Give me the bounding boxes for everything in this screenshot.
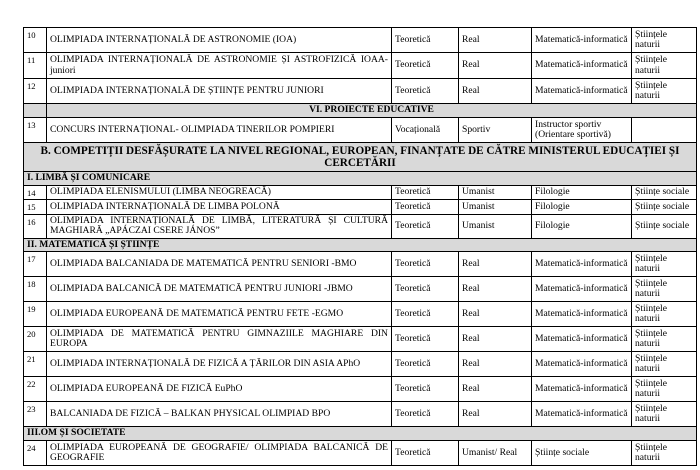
specialization: Matematică-informatică: [532, 327, 632, 352]
table-row: [24, 79, 697, 104]
profile: Umanist: [459, 200, 532, 215]
specialization: Matematică-informatică: [532, 277, 632, 302]
row-number: 17: [24, 252, 47, 277]
table-row: [24, 53, 697, 79]
subsection-header: [24, 427, 697, 441]
subsection-title: II. MATEMATICĂ ȘI ȘTIINȚE: [24, 238, 697, 252]
competition-name: OLIMPIADA INTERNAȚIONALĂ DE FIZICĂ A ȚĂRILOR DIN ASIA APhO: [47, 352, 392, 377]
specialization: Matematică-informatică: [532, 252, 632, 277]
subsection-header: [24, 172, 697, 186]
field: [632, 118, 697, 143]
row-number: 13: [24, 118, 47, 143]
row-number: 23: [24, 402, 47, 427]
profile: Umanist/ Real: [459, 441, 532, 466]
competition-type: Teoretică: [392, 214, 459, 238]
row-number: 24: [24, 441, 47, 466]
subsection-title: I. LIMBĂ ȘI COMUNICARE: [24, 172, 697, 186]
competition-name: OLIMPIADA INTERNAȚIONALĂ DE LIMBA POLONĂ: [47, 200, 392, 215]
row-number: 19: [24, 302, 47, 327]
field: Științele naturii: [632, 53, 697, 79]
profile: Real: [459, 377, 532, 402]
subsection-header: [24, 238, 697, 252]
competition-name: OLIMPIADA EUROPEANĂ DE MATEMATICĂ PENTRU FETE -EGMO: [47, 302, 392, 327]
competition-type: Teoretică: [392, 441, 459, 466]
competition-type: Teoretică: [392, 53, 459, 79]
competition-type: Teoretică: [392, 200, 459, 215]
field: Științe sociale: [632, 185, 697, 200]
profile: Real: [459, 327, 532, 352]
table-row: [24, 277, 697, 302]
profile: Real: [459, 277, 532, 302]
competition-type: Teoretică: [392, 302, 459, 327]
field: Științele naturii: [632, 28, 697, 53]
competition-name: CONCURS INTERNAȚIONAL- OLIMPIADA TINERILOR POMPIERI: [47, 118, 392, 143]
profile: Real: [459, 79, 532, 104]
table-row: [24, 252, 697, 277]
profile: Umanist: [459, 214, 532, 238]
specialization: Filologie: [532, 214, 632, 238]
specialization: Filologie: [532, 185, 632, 200]
profile: Real: [459, 352, 532, 377]
field: Științele naturii: [632, 352, 697, 377]
field: Științele naturii: [632, 302, 697, 327]
competition-name: OLIMPIADA BALCANICĂ DE MATEMATICĂ PENTRU JUNIORI -JBMO: [47, 277, 392, 302]
profile: Real: [459, 402, 532, 427]
specialization: Filologie: [532, 200, 632, 215]
competition-type: Teoretică: [392, 402, 459, 427]
table-row: [24, 302, 697, 327]
subsection-title: III.OM ȘI SOCIETATE: [24, 427, 697, 441]
competition-type: Teoretică: [392, 185, 459, 200]
olympiad-table: [23, 27, 697, 466]
competition-type: Teoretică: [392, 377, 459, 402]
row-number: 11: [24, 53, 47, 79]
competition-type: Teoretică: [392, 252, 459, 277]
competition-name: OLIMPIADA INTERNAȚIONALĂ DE ASTRONOMIE ȘI ASTROFIZICĂ IOAA-juniori: [47, 53, 392, 79]
row-number: 20: [24, 327, 47, 352]
section-header: [24, 143, 697, 172]
profile: Sportiv: [459, 118, 532, 143]
table-row: [24, 200, 697, 215]
row-number: 15: [24, 200, 47, 215]
profile: Real: [459, 28, 532, 53]
specialization: Instructor sportiv (Orientare sportivă): [532, 118, 632, 143]
competition-name: OLIMPIADA INTERNAȚIONALĂ DE ASTRONOMIE (IOA): [47, 28, 392, 53]
competition-name: OLIMPIADA INTERNAȚIONALĂ DE LIMBĂ, LITERATURĂ ȘI CULTURĂ MAGHIARĂ „APÁCZAI CSERE JÁNOS”: [47, 214, 392, 238]
field: Științe sociale: [632, 200, 697, 215]
specialization: Științe sociale: [532, 441, 632, 466]
specialization: Matematică-informatică: [532, 28, 632, 53]
table-row: [24, 402, 697, 427]
field: Științele naturii: [632, 327, 697, 352]
specialization: Matematică-informatică: [532, 352, 632, 377]
subsection-title: VI. PROIECTE EDUCATIVE: [47, 104, 697, 118]
competition-name: OLIMPIADA EUROPEANĂ DE FIZICĂ EuPhO: [47, 377, 392, 402]
field: Științe sociale: [632, 214, 697, 238]
competition-type: Teoretică: [392, 277, 459, 302]
table-row: [24, 214, 697, 238]
table-row: [24, 377, 697, 402]
competition-name: OLIMPIADA EUROPEANĂ DE GEOGRAFIE/ OLIMPIADA BALCANICĂ DE GEOGRAFIE: [47, 441, 392, 466]
competition-name: OLIMPIADA BALCANIADA DE MATEMATICĂ PENTRU SENIORI -BMO: [47, 252, 392, 277]
competition-type: Teoretică: [392, 79, 459, 104]
table-row: [24, 441, 697, 466]
competition-type: Teoretică: [392, 352, 459, 377]
table-row: [24, 28, 697, 53]
specialization: Matematică-informatică: [532, 302, 632, 327]
profile: Real: [459, 252, 532, 277]
table-row: [24, 327, 697, 352]
subsection-header: [24, 104, 697, 118]
specialization: Matematică-informatică: [532, 53, 632, 79]
profile: Umanist: [459, 185, 532, 200]
competition-name: BALCANIADA DE FIZICĂ – BALKAN PHYSICAL OLIMPIAD BPO: [47, 402, 392, 427]
row-number: 16: [24, 214, 47, 238]
profile: Real: [459, 302, 532, 327]
field: Științele naturii: [632, 277, 697, 302]
table-row: [24, 118, 697, 143]
table-row: [24, 352, 697, 377]
field: Științele naturii: [632, 377, 697, 402]
row-number: 22: [24, 377, 47, 402]
competition-type: Teoretică: [392, 327, 459, 352]
specialization: Matematică-informatică: [532, 377, 632, 402]
competition-name: OLIMPIADA DE MATEMATICĂ PENTRU GIMNAZIILE MAGHIARE DIN EUROPA: [47, 327, 392, 352]
field: Științele naturii: [632, 402, 697, 427]
competition-name: OLIMPIADA ELENISMULUI (LIMBA NEOGREACĂ): [47, 185, 392, 200]
competition-name: OLIMPIADA INTERNAȚIONALĂ DE ȘTIINȚE PENTRU JUNIORI: [47, 79, 392, 104]
row-number: 18: [24, 277, 47, 302]
row-number: 21: [24, 352, 47, 377]
document-page: [23, 27, 690, 466]
field: Științele naturii: [632, 441, 697, 466]
profile: Real: [459, 53, 532, 79]
row-number: 10: [24, 28, 47, 53]
section-title: B. COMPETIȚII DESFĂȘURATE LA NIVEL REGIONAL, EUROPEAN, FINANȚATE DE CĂTRE MINISTERUL EDUCAȚIEI ȘI CERCETĂRII: [24, 143, 697, 172]
field: Științele naturii: [632, 252, 697, 277]
specialization: Matematică-informatică: [532, 79, 632, 104]
competition-type: Teoretică: [392, 28, 459, 53]
specialization: Matematică-informatică: [532, 402, 632, 427]
competition-type: Vocațională: [392, 118, 459, 143]
row-number: 14: [24, 185, 47, 200]
row-number: 12: [24, 79, 47, 104]
field: Științele naturii: [632, 79, 697, 104]
table-row: [24, 185, 697, 200]
